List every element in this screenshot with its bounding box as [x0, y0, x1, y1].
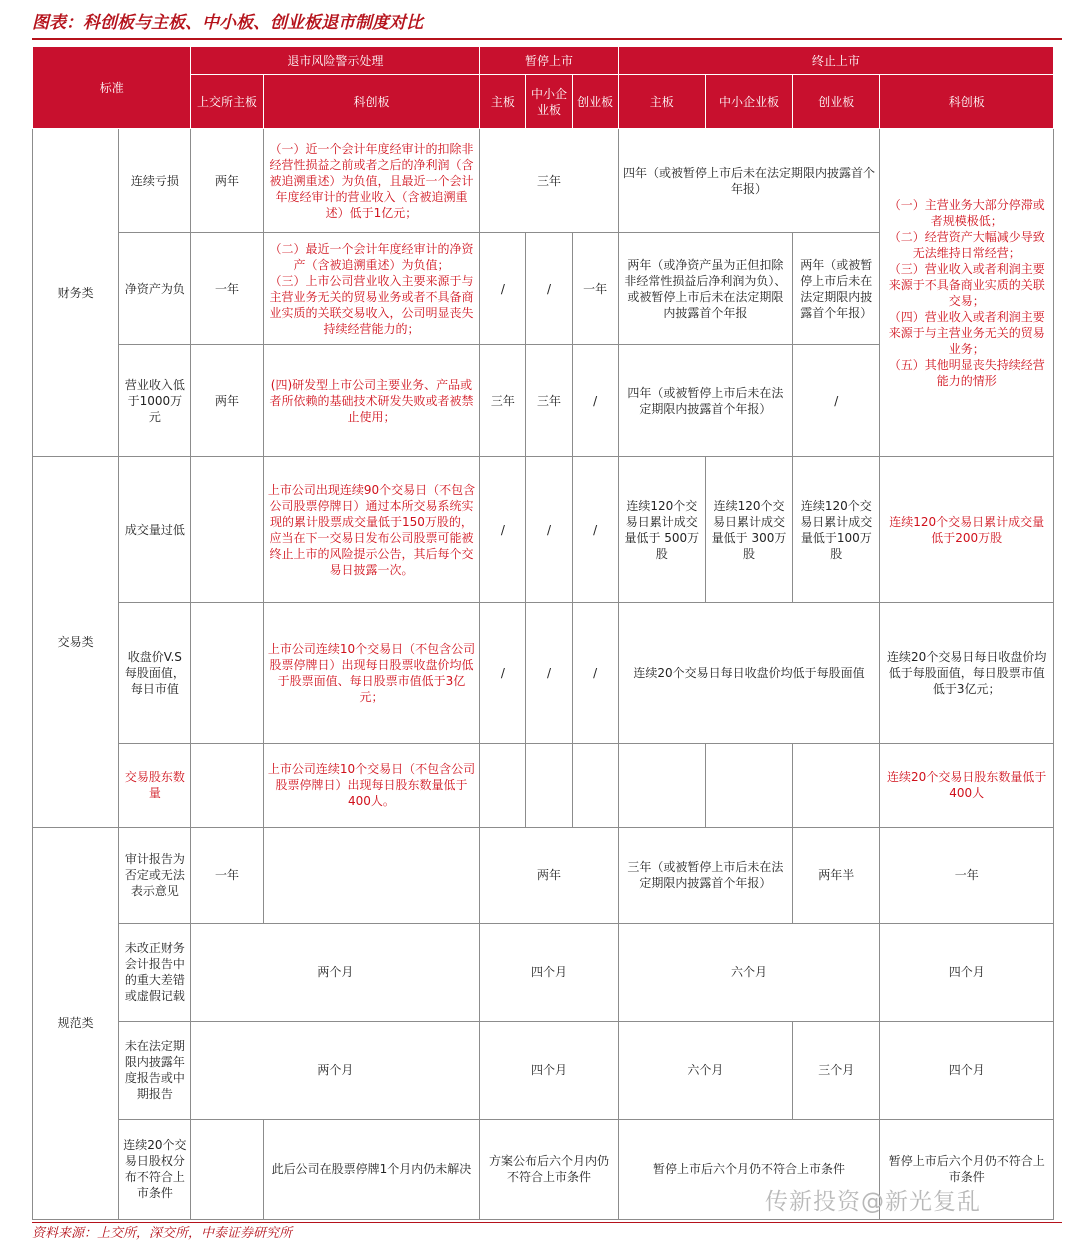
- row-label: 净资产为负: [119, 233, 191, 345]
- cell: /: [526, 603, 572, 743]
- source-note: 资料来源：上交所，深交所，中泰证券研究所: [32, 1222, 1062, 1245]
- cell: 六个月: [618, 923, 880, 1021]
- cell: /: [526, 233, 572, 345]
- cell: /: [480, 233, 526, 345]
- cell: 四年（或被暂停上市后未在法定期限内披露首个年报）: [618, 345, 792, 457]
- col-header: 中小企业板: [705, 75, 792, 129]
- row-label: 交易股东数量: [119, 743, 191, 827]
- watermark: 传新投资@新光复乱: [765, 1189, 981, 1215]
- comparison-table: [32, 46, 1054, 1220]
- cell: 四个月: [480, 1021, 618, 1119]
- cell: 三年: [480, 345, 526, 457]
- cell: /: [572, 457, 618, 603]
- cell: （二）最近一个会计年度经审计的净资产（含被追溯重述）为负值； （三）上市公司营业收入主要来源于与主营业务无关的贸易业务或者不具备商业实质的关联交易收入，公司明显丧失持续经营能力的；: [263, 233, 480, 345]
- row-label: 成交量过低: [119, 457, 191, 603]
- cell: [191, 743, 263, 827]
- cell: 两年（或净资产虽为正但扣除非经常性损益后净利润为负）、或被暂停上市后未在法定期限内披露首个年报: [618, 233, 792, 345]
- header-suspend-listing: 暂停上市: [480, 47, 618, 75]
- col-header: 创业板: [793, 75, 880, 129]
- row-label: 未改正财务会计报告中的重大差错或虚假记载: [119, 923, 191, 1021]
- cell: 连续120个交易日累计成交量低于100万股: [793, 457, 880, 603]
- cell: 四个月: [880, 923, 1054, 1021]
- cell: 方案公布后六个月内仍不符合上市条件: [480, 1119, 618, 1219]
- cell: 连续120个交易日累计成交量低于 300万股: [705, 457, 792, 603]
- cell: （一）近一个会计年度经审计的扣除非经营性损益之前或者之后的净利润（含被追溯重述）为负值，且最近一个会计年度经审计的营业收入（含被追溯重述）低于1亿元；: [263, 129, 480, 233]
- cell: /: [480, 457, 526, 603]
- row-label: 营业收入低于1000万元: [119, 345, 191, 457]
- cell: 两个月: [191, 1021, 480, 1119]
- cell: 连续20个交易日每日收盘价均低于每股面值: [618, 603, 880, 743]
- cell: /: [480, 603, 526, 743]
- cell: 三年: [526, 345, 572, 457]
- col-header: 上交所主板: [191, 75, 263, 129]
- cell: 两个月: [191, 923, 480, 1021]
- col-header: 主板: [480, 75, 526, 129]
- cell: 此后公司在股票停牌1个月内仍未解决: [263, 1119, 480, 1219]
- cell: 上市公司连续10个交易日（不包含公司股票停牌日）出现每日股东数量低于400人。: [263, 743, 480, 827]
- cell: 上市公司出现连续90个交易日（不包含公司股票停牌日）通过本所交易系统实现的累计股票成交量低于150万股的，应当在下一交易日发布公司股票可能被终止上市的风险提示公告，其后每个交易日披露一次。: [263, 457, 480, 603]
- cell: /: [572, 603, 618, 743]
- col-header: 中小企业板: [526, 75, 572, 129]
- cell: [480, 743, 526, 827]
- category-trading: 交易类: [33, 457, 119, 827]
- cell: 四年（或被暂停上市后未在法定期限内披露首个年报）: [618, 129, 880, 233]
- cell: [618, 743, 705, 827]
- row-label: 未在法定期限内披露年度报告或中期报告: [119, 1021, 191, 1119]
- cell: [263, 827, 480, 923]
- cell: （一）主营业务大部分停滞或者规模极低； （二）经营资产大幅减少导致无法维持日常经营； （三）营业收入或者利润主要来源于不具备商业实质的关联交易； （四）营业收入或者利润主要来源于与主营业务无关的贸易业务； （五）其他明显丧失持续经营能力的情形: [880, 129, 1054, 457]
- cell: /: [572, 345, 618, 457]
- cell: /: [526, 457, 572, 603]
- cell: 六个月: [618, 1021, 792, 1119]
- col-header: 科创板: [263, 75, 480, 129]
- header-terminate-listing: 终止上市: [618, 47, 1053, 75]
- cell: 一年: [191, 233, 263, 345]
- category-compliance: 规范类: [33, 827, 119, 1219]
- row-label: 连续20个交易日股权分布不符合上市条件: [119, 1119, 191, 1219]
- cell: [572, 743, 618, 827]
- cell: 两年半: [793, 827, 880, 923]
- cell: 一年: [572, 233, 618, 345]
- header-risk-warning: 退市风险警示处理: [191, 47, 480, 75]
- cell: 两年: [191, 129, 263, 233]
- col-header: 主板: [618, 75, 705, 129]
- cell: 连续20个交易日每日收盘价均低于每股面值，每日股票市值低于3亿元；: [880, 603, 1054, 743]
- col-header: 科创板: [880, 75, 1054, 129]
- cell: [191, 457, 263, 603]
- cell: [191, 1119, 263, 1219]
- cell: (四)研发型上市公司主要业务、产品或者所依赖的基础技术研发失败或者被禁止使用；: [263, 345, 480, 457]
- figure-title: 图表：科创板与主板、中小板、创业板退市制度对比: [32, 8, 1062, 40]
- cell: 上市公司连续10个交易日（不包含公司股票停牌日）出现每日股票收盘价均低于股票面值、每日股票市值低于3亿元；: [263, 603, 480, 743]
- cell: 一年: [880, 827, 1054, 923]
- cell: 四个月: [880, 1021, 1054, 1119]
- cell: 两年: [480, 827, 618, 923]
- cell: 连续120个交易日累计成交量低于200万股: [880, 457, 1054, 603]
- cell: 四个月: [480, 923, 618, 1021]
- category-finance: 财务类: [33, 129, 119, 457]
- cell: 连续20个交易日股东数量低于400人: [880, 743, 1054, 827]
- cell: 暂停上市后六个月仍不符合上市条件: [880, 1119, 1054, 1219]
- cell: [705, 743, 792, 827]
- cell: 两年（或被暂停上市后未在法定期限内披露首个年报）: [793, 233, 880, 345]
- cell: [191, 603, 263, 743]
- cell: 三年（或被暂停上市后未在法定期限内披露首个年报）: [618, 827, 792, 923]
- cell: 暂停上市后六个月仍不符合上市条件: [618, 1119, 880, 1219]
- row-label: 连续亏损: [119, 129, 191, 233]
- cell: [793, 743, 880, 827]
- cell: /: [793, 345, 880, 457]
- cell: 两年: [191, 345, 263, 457]
- header-standard: 标准: [33, 47, 191, 129]
- cell: 三年: [480, 129, 618, 233]
- row-label: 审计报告为否定或无法表示意见: [119, 827, 191, 923]
- row-label: 收盘价V.S每股面值，每日市值: [119, 603, 191, 743]
- cell: 连续120个交易日累计成交量低于 500万股: [618, 457, 705, 603]
- cell: [526, 743, 572, 827]
- col-header: 创业板: [572, 75, 618, 129]
- cell: 三个月: [793, 1021, 880, 1119]
- cell: 一年: [191, 827, 263, 923]
